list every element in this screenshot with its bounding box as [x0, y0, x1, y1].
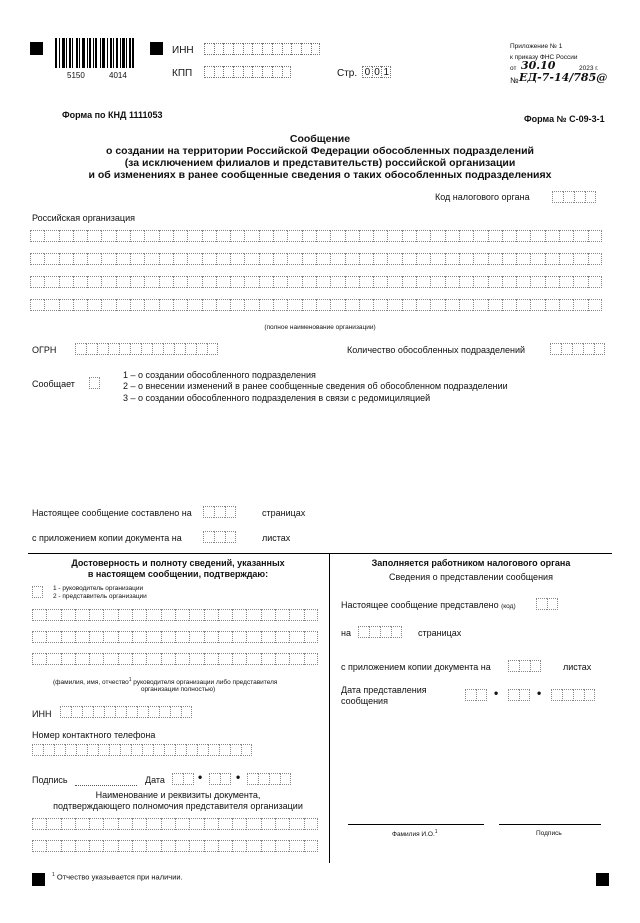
- page-digit: 0: [362, 66, 372, 78]
- fio-caption-text-2: руководителя организации либо представителя: [133, 679, 278, 687]
- corner-marker-top-left: [30, 42, 43, 55]
- officer-fio-footnote-mark: 1: [434, 829, 438, 835]
- submission-info-title: Сведения о представлении сообщения: [389, 572, 553, 582]
- fio-footnote-mark: 1: [128, 677, 132, 683]
- barcode-number-right: 4014: [109, 71, 127, 80]
- submission-date-label-1: Дата представления: [341, 685, 427, 695]
- fio-caption-text: (фамилия, имя, отчество: [53, 679, 129, 687]
- copy-sheets-unit: листах: [262, 533, 291, 543]
- confirm-title-2: в настоящем сообщении, подтверждаю:: [87, 569, 269, 579]
- reports-option-3: 3 – о создании обособленного подразделения в связи с редомициляцией: [123, 393, 431, 403]
- officer-fio-label-text: Фамилия И.О.: [392, 831, 435, 839]
- date-year-field[interactable]: [247, 773, 291, 785]
- page-digit: 0: [372, 66, 382, 78]
- submission-month-field[interactable]: [508, 689, 530, 701]
- page-label: Стр.: [337, 68, 358, 79]
- auth-doc-title-2: подтверждающего полномочия представителя организации: [53, 801, 303, 811]
- footnote-mark: 1: [52, 872, 55, 878]
- inn-label: ИНН: [172, 45, 194, 56]
- confirm-title-1: Достоверность и полноту сведений, указанных: [71, 558, 285, 568]
- auth-doc-title-1: Наименование и реквизиты документа,: [95, 790, 261, 800]
- signer-option-2: 2 - представитель организации: [53, 593, 147, 600]
- composed-pages-field[interactable]: [203, 506, 236, 518]
- date-separator: •: [537, 686, 542, 700]
- date-separator: •: [236, 770, 241, 784]
- subdivision-count-field[interactable]: [550, 343, 605, 355]
- date-day-field[interactable]: [172, 773, 194, 785]
- fio-caption-3: организации полностью): [140, 686, 216, 693]
- signer-option-1: 1 - руководитель организации: [53, 585, 144, 592]
- composed-pages-unit: страницах: [262, 508, 306, 518]
- officer-fio-line[interactable]: [348, 824, 484, 825]
- subdivision-count-label: Количество обособленных подразделений: [347, 345, 526, 355]
- inn-field[interactable]: [204, 43, 320, 55]
- cell-row[interactable]: [30, 253, 602, 265]
- signer-inn-field[interactable]: [60, 706, 192, 718]
- submission-year-field[interactable]: [551, 689, 595, 701]
- cell-row[interactable]: [30, 299, 602, 311]
- ogrn-field[interactable]: [75, 343, 218, 355]
- footnote-text: Отчество указывается при наличии.: [56, 872, 183, 882]
- reports-choice-field[interactable]: [89, 377, 100, 389]
- date-separator: •: [198, 770, 203, 784]
- submission-date-label-2: сообщения: [341, 696, 388, 706]
- officer-signature-label: Подпись: [536, 830, 562, 837]
- on-label: на: [341, 628, 351, 638]
- date-month-field[interactable]: [209, 773, 231, 785]
- appendix-from-label: от: [510, 65, 517, 72]
- kpp-label: КПП: [172, 68, 193, 79]
- submitted-code-caption: (код): [501, 603, 516, 610]
- corner-marker-bottom-left: [32, 873, 45, 886]
- copy-sheets-field[interactable]: [203, 531, 236, 543]
- title-line4: и об изменениях в ранее сообщенные сведения о таких обособленных подразделениях: [88, 169, 552, 181]
- organization-label: Российская организация: [32, 213, 135, 223]
- title-line1: Сообщение: [289, 133, 351, 145]
- phone-label: Номер контактного телефона: [32, 730, 156, 740]
- signature-line[interactable]: [75, 785, 137, 786]
- appendix-line1: Приложение № 1: [510, 43, 563, 50]
- cell-row[interactable]: [30, 276, 602, 288]
- footnote: [52, 873, 183, 882]
- corner-marker-top-center: [150, 42, 163, 55]
- submitted-pages-unit: страницах: [418, 628, 462, 638]
- cell-row[interactable]: [32, 609, 318, 621]
- tax-authority-code-field[interactable]: [552, 191, 596, 203]
- cell-row[interactable]: [32, 818, 318, 830]
- title-line3: (за исключением филиалов и представительств) российской организации: [124, 157, 516, 169]
- cell-row[interactable]: [32, 631, 318, 643]
- submitted-copy-field[interactable]: [508, 660, 541, 672]
- signer-type-field[interactable]: [32, 586, 43, 598]
- cell-row[interactable]: [32, 653, 318, 665]
- composed-pages-label: Настоящее сообщение составлено на: [32, 508, 192, 518]
- corner-marker-bottom-right: [596, 873, 609, 886]
- officer-fio-label: [392, 830, 438, 838]
- kpp-field[interactable]: [204, 66, 291, 78]
- title-line2: о создании на территории Российской Федерации обособленных подразделений: [106, 145, 534, 157]
- page-number-field[interactable]: [362, 66, 391, 78]
- cell-row[interactable]: [32, 840, 318, 852]
- section-top-divider: [28, 553, 612, 554]
- reports-option-1: 1 – о создании обособленного подразделения: [123, 370, 316, 380]
- page-digit: 1: [381, 66, 391, 78]
- form-number: Форма № С-09-3-1: [524, 114, 605, 124]
- submitted-copy-unit: листах: [563, 662, 592, 672]
- phone-field[interactable]: [32, 744, 252, 756]
- date-separator: •: [494, 686, 499, 700]
- section-vertical-divider: [329, 553, 330, 863]
- tax-officer-title: Заполняется работником налогового органа: [371, 558, 571, 568]
- barcode-number-left: 5150: [67, 71, 85, 80]
- officer-signature-line[interactable]: [499, 824, 601, 825]
- form-knd: Форма по КНД 1111053: [62, 110, 163, 120]
- signer-inn-label: ИНН: [32, 709, 52, 719]
- tax-authority-label: Код налогового органа: [435, 192, 530, 202]
- reports-label: Сообщает: [32, 379, 75, 389]
- appendix-line2: к приказу ФНС России: [510, 54, 578, 61]
- barcode: [55, 38, 134, 68]
- appendix-year: 2023 г.: [579, 65, 599, 72]
- appendix-date-handwritten: 30.10: [521, 59, 556, 72]
- submitted-pages-field[interactable]: [358, 626, 402, 638]
- ogrn-label: ОГРН: [32, 345, 57, 355]
- copy-sheets-label: с приложением копии документа на: [32, 533, 182, 543]
- submitted-label: [341, 601, 516, 611]
- appendix-number-handwritten: ЕД-7-14/785@: [519, 71, 608, 84]
- appendix-number-label: №: [510, 76, 519, 85]
- submission-day-field[interactable]: [465, 689, 487, 701]
- signature-label: Подпись: [32, 775, 68, 785]
- date-label: Дата: [145, 775, 165, 785]
- submitted-copy-label: с приложением копии документа на: [341, 662, 491, 672]
- cell-row[interactable]: [30, 230, 602, 242]
- organization-caption: (полное наименование организации): [264, 324, 376, 331]
- submitted-label-text: Настоящее сообщение представлено: [341, 600, 499, 610]
- reports-option-2: 2 – о внесении изменений в ранее сообщенные сведения об обособленном подразделении: [123, 381, 508, 391]
- submission-code-field[interactable]: [536, 598, 558, 610]
